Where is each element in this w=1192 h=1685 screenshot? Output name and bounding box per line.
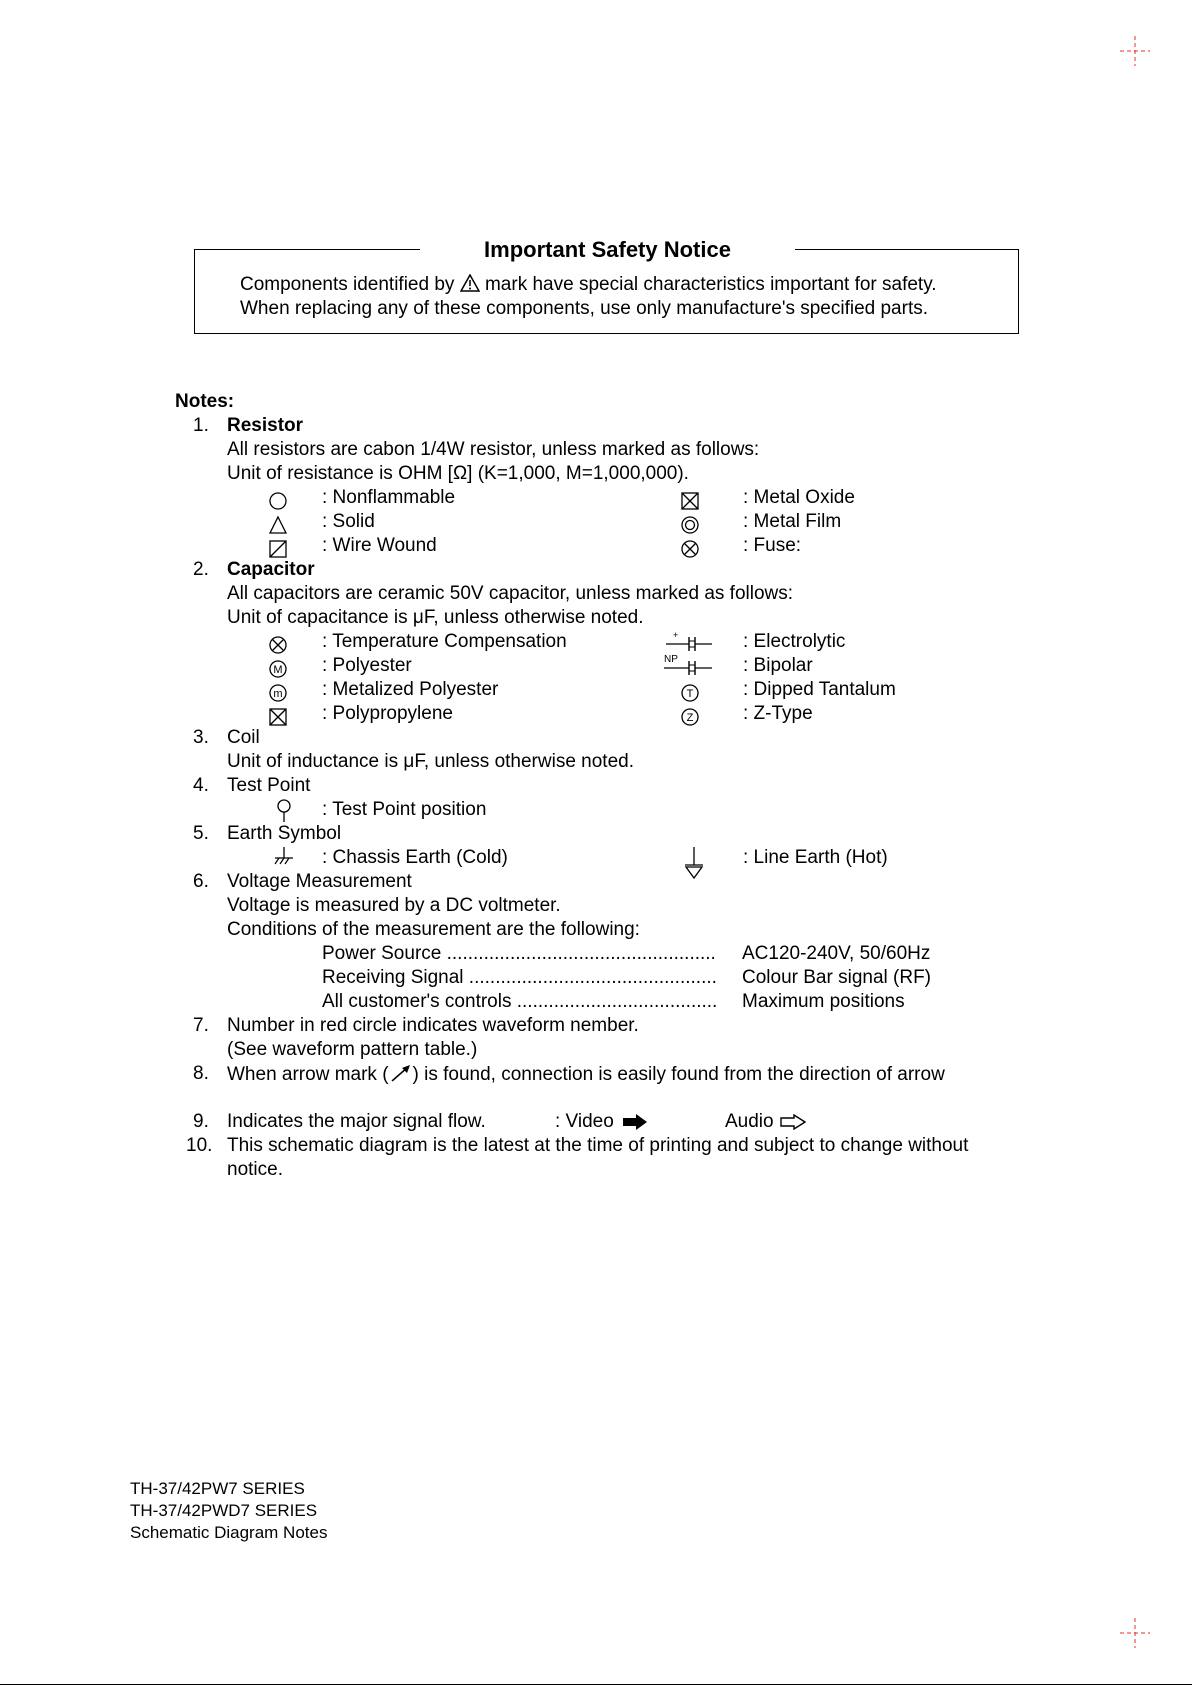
- resistor-metal-oxide: : Metal Oxide: [743, 487, 855, 508]
- resistor-metal-film: : Metal Film: [743, 511, 842, 532]
- svg-text:Z: Z: [686, 712, 694, 724]
- condition-customer-controls-label: All customer's controls ......................................: [322, 991, 718, 1012]
- condition-customer-controls-value: Maximum positions: [742, 991, 905, 1012]
- svg-text:NP: NP: [664, 654, 678, 665]
- metalized-polyester-circle-m-icon: [268, 683, 288, 703]
- svg-text:M: M: [273, 664, 283, 676]
- coil-line-1: Unit of inductance is μF, unless otherwise noted.: [227, 751, 634, 772]
- fuse-circle-x-icon: [680, 539, 700, 559]
- note-number: 9.: [193, 1111, 209, 1132]
- temperature-compensation-circle-x-icon: [268, 635, 288, 655]
- capacitor-polypropylene: : Polypropylene: [322, 703, 453, 724]
- voltage-line-2: Conditions of the measurement are the following:: [227, 919, 640, 940]
- connection-arrow-icon: [389, 1063, 413, 1083]
- warning-triangle-icon: [460, 274, 480, 292]
- crop-mark-top-right-icon: [1120, 36, 1150, 66]
- resistor-nonflammable: : Nonflammable: [322, 487, 456, 508]
- capacitor-bipolar: : Bipolar: [743, 655, 813, 676]
- condition-power-source-value: AC120-240V, 50/60Hz: [742, 943, 931, 964]
- voltage-line-1: Voltage is measured by a DC voltmeter.: [227, 895, 561, 916]
- capacitor-line-1: All capacitors are ceramic 50V capacitor, unless marked as follows:: [227, 583, 794, 604]
- capacitor-line-2: Unit of capacitance is μF, unless otherwise noted.: [227, 607, 644, 628]
- safety-notice-line-1-end: mark have special characteristics important for safety.: [484, 274, 937, 295]
- note8-end: ) is found, connection is easily found from the direction of arrow: [412, 1064, 945, 1085]
- z-type-circle-z-icon: [680, 707, 700, 727]
- signal-flow-video-label: : Video: [555, 1111, 614, 1132]
- note8-text: [227, 1063, 945, 1086]
- earth-title: Earth Symbol: [227, 823, 342, 844]
- resistor-fuse: : Fuse:: [743, 535, 802, 556]
- electrolytic-capacitor-icon: [666, 629, 742, 653]
- polypropylene-square-x-icon: [268, 707, 288, 727]
- svg-text:m: m: [273, 688, 283, 700]
- note10-line-1: This schematic diagram is the latest at the time of printing and subject to change without: [227, 1135, 969, 1156]
- note-number: 2.: [193, 559, 209, 580]
- nonflammable-circle-icon: [268, 491, 288, 511]
- safety-notice-title: Important Safety Notice: [420, 236, 795, 264]
- safety-notice-line-2: When replacing any of these components, use only manufacture's specified parts.: [240, 298, 929, 319]
- svg-text:T: T: [686, 688, 694, 700]
- metal-film-double-circle-icon: [680, 515, 700, 535]
- test-point-icon: [274, 799, 294, 823]
- notes-heading: Notes:: [175, 391, 235, 412]
- capacitor-metalized-polyester: : Metalized Polyester: [322, 679, 499, 700]
- note10-line-2: notice.: [227, 1159, 283, 1180]
- note-number: 3.: [193, 727, 209, 748]
- note-number: 7.: [193, 1015, 209, 1036]
- coil-title: Coil: [227, 727, 260, 748]
- note9-text: Indicates the major signal flow.: [227, 1111, 486, 1132]
- note7-line-2: (See waveform pattern table.): [227, 1039, 478, 1060]
- capacitor-polyester: : Polyester: [322, 655, 412, 676]
- chassis-earth-label: : Chassis Earth (Cold): [322, 847, 508, 868]
- chassis-earth-icon: [272, 846, 296, 868]
- note-number: 6.: [193, 871, 209, 892]
- line-earth-label: : Line Earth (Hot): [743, 847, 888, 868]
- condition-receiving-signal-value: Colour Bar signal (RF): [742, 967, 931, 988]
- resistor-wire-wound: : Wire Wound: [322, 535, 437, 556]
- capacitor-z-type: : Z-Type: [743, 703, 813, 724]
- test-point-position: : Test Point position: [322, 799, 487, 820]
- note-number: 8.: [193, 1063, 209, 1084]
- note8-start: When arrow mark (: [227, 1064, 389, 1085]
- line-earth-icon: [683, 846, 705, 880]
- signal-flow-audio-label: Audio: [725, 1111, 774, 1132]
- video-flow-solid-arrow-icon: [622, 1114, 648, 1130]
- svg-text:+: +: [673, 630, 679, 640]
- condition-receiving-signal-label: Receiving Signal ...............................................: [322, 967, 717, 988]
- footer-model-2: TH-37/42PWD7 SERIES: [130, 1501, 318, 1520]
- resistor-line-2: Unit of resistance is OHM [Ω] (K=1,000, M=1,000,000).: [227, 463, 689, 484]
- solid-triangle-icon: [268, 515, 288, 535]
- bipolar-capacitor-icon: [664, 653, 742, 677]
- note7-line-1: Number in red circle indicates waveform nember.: [227, 1015, 639, 1036]
- polyester-circle-m-icon: [268, 659, 288, 679]
- resistor-solid: : Solid: [322, 511, 375, 532]
- note-number: 1.: [193, 415, 209, 436]
- capacitor-title: Capacitor: [227, 559, 315, 580]
- capacitor-dipped-tantalum: : Dipped Tantalum: [743, 679, 896, 700]
- metal-oxide-square-x-icon: [680, 491, 700, 511]
- note-number: 4.: [193, 775, 209, 796]
- test-point-title: Test Point: [227, 775, 311, 796]
- condition-power-source-label: Power Source ...................................................: [322, 943, 716, 964]
- safety-notice-line-1: [240, 274, 937, 296]
- note-number: 5.: [193, 823, 209, 844]
- resistor-line-1: All resistors are cabon 1/4W resistor, unless marked as follows:: [227, 439, 760, 460]
- audio-flow-hollow-arrow-icon: [780, 1114, 806, 1130]
- capacitor-temperature-compensation: : Temperature Compensation: [322, 631, 567, 652]
- dipped-tantalum-circle-t-icon: [680, 683, 700, 703]
- resistor-title: Resistor: [227, 415, 304, 436]
- footer-document-title: Schematic Diagram Notes: [130, 1523, 328, 1542]
- safety-notice-line-1-start: Components identified by: [240, 274, 455, 295]
- footer-model-1: TH-37/42PW7 SERIES: [130, 1479, 305, 1498]
- crop-mark-bottom-right-icon: [1120, 1618, 1150, 1648]
- voltage-title: Voltage Measurement: [227, 871, 412, 892]
- note-number: 10.: [186, 1135, 213, 1156]
- capacitor-electrolytic: : Electrolytic: [743, 631, 846, 652]
- wire-wound-square-icon: [268, 539, 288, 559]
